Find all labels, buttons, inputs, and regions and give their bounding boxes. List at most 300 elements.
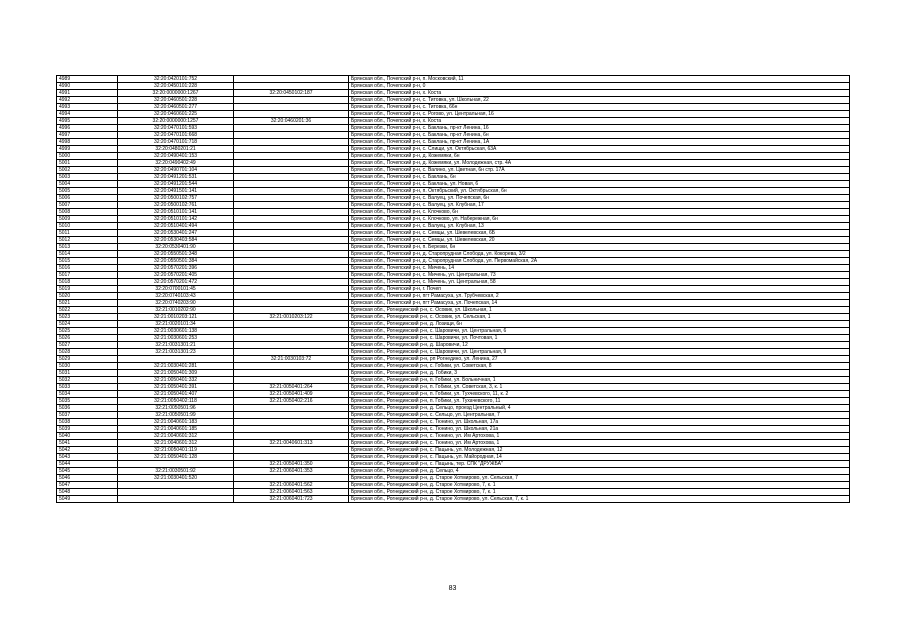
previous-number-cell (234, 223, 349, 230)
previous-number-cell: 32:21:0050401:350 (234, 461, 349, 468)
cadastral-number-cell: 32:21:0040601:183 (118, 419, 234, 426)
previous-number-cell (234, 111, 349, 118)
cadastral-number-cell: 32:20:0460601:225 (118, 111, 234, 118)
previous-number-cell (234, 209, 349, 216)
table-row (57, 398, 850, 405)
table-row (57, 125, 850, 132)
row-number-cell: 5027 (57, 342, 118, 349)
previous-number-cell (234, 454, 349, 461)
previous-number-cell: 32:21:0060401:723 (234, 496, 349, 503)
address-cell: Брянская обл., Рогнединский р-н, с. Осовик, ул. Школьная, 1 (349, 307, 850, 314)
table-row (57, 384, 850, 391)
row-number-cell: 5014 (57, 251, 118, 258)
address-cell: Брянская обл., Почепский р-н, п. Московский, 11 (349, 76, 850, 83)
cadastral-number-cell: 32:20:0450101:228 (118, 83, 234, 90)
address-cell: Брянская обл., Почепский р-н, х. Коста (349, 90, 850, 97)
cadastral-number-cell: 32:20:0510401:494 (118, 223, 234, 230)
address-cell: Брянская обл., Рогнединский р-н, д. Гобики, 3 (349, 370, 850, 377)
cadastral-number-cell: 32:21:0050401:309 (118, 370, 234, 377)
cadastral-number-cell: 32:20:0490401:153 (118, 153, 234, 160)
row-number-cell: 5048 (57, 489, 118, 496)
address-cell: Брянская обл., Почепский р-н, д. Старопрудная Слобода, ул. Кокорева, 3/2 (349, 251, 850, 258)
table-row (57, 300, 850, 307)
cadastral-number-cell: 32:20:0460501:228 (118, 97, 234, 104)
table-row (57, 244, 850, 251)
row-number-cell: 5015 (57, 258, 118, 265)
row-number-cell: 4990 (57, 83, 118, 90)
row-number-cell: 4989 (57, 76, 118, 83)
row-number-cell: 5031 (57, 370, 118, 377)
previous-number-cell: 32:21:0050402:216 (234, 398, 349, 405)
table-row (57, 496, 850, 503)
previous-number-cell (234, 83, 349, 90)
address-cell: Брянская обл., Почепский р-н, с. Клочково, 6н (349, 209, 850, 216)
row-number-cell: 4991 (57, 90, 118, 97)
row-number-cell: 5021 (57, 300, 118, 307)
address-cell: Брянская обл., Рогнединский р-н, с. Тюнино, ул. Школьная, 17а (349, 419, 850, 426)
row-number-cell: 5024 (57, 321, 118, 328)
address-cell: Брянская обл., Рогнединский р-н, п. Гобики, ул. Тухачевского, 11 (349, 398, 850, 405)
cadastral-number-cell: 32:20:0470101:718 (118, 139, 234, 146)
address-cell: Брянская обл., Рогнединский р-н, рп Рогнедино, ул. Ленина, 27 (349, 356, 850, 363)
address-cell: Брянская обл., Почепский р-н, п. Октябрьский, ул. Октябрьская, 6н (349, 188, 850, 195)
previous-number-cell (234, 230, 349, 237)
table-row (57, 405, 850, 412)
previous-number-cell (234, 370, 349, 377)
table-row (57, 293, 850, 300)
row-number-cell: 4995 (57, 118, 118, 125)
previous-number-cell (234, 412, 349, 419)
address-cell: Брянская обл., Почепский р-н, д. Старопрудная Слобода, ул. Первомайская, 2А (349, 258, 850, 265)
row-number-cell: 5045 (57, 468, 118, 475)
row-number-cell: 4998 (57, 139, 118, 146)
cadastral-number-cell: 32:21:0050401:332 (118, 377, 234, 384)
previous-number-cell (234, 132, 349, 139)
previous-number-cell (234, 167, 349, 174)
cadastral-number-cell: 32:20:0470101:593 (118, 125, 234, 132)
cadastral-number-cell: 32:21:0030501:92 (118, 468, 234, 475)
row-number-cell: 5010 (57, 223, 118, 230)
cadastral-number-cell: 32:21:0031301:23 (118, 349, 234, 356)
table-row (57, 181, 850, 188)
address-cell: Брянская обл., Почепский р-н, с. Рогово, ул. Центральная, 16 (349, 111, 850, 118)
cadastral-number-cell: 32:20:0480201:21 (118, 146, 234, 153)
cadastral-number-cell: 32:21:0050501:99 (118, 412, 234, 419)
row-number-cell: 5013 (57, 244, 118, 251)
previous-number-cell: 32:21:0050401:264 (234, 384, 349, 391)
row-number-cell: 5003 (57, 174, 118, 181)
previous-number-cell (234, 104, 349, 111)
address-cell: Брянская обл., Почепский р-н, с. Семцы, ул. Шевелевская, 20 (349, 237, 850, 244)
address-cell: Брянская обл., Рогнединский р-н, д. Старое Хотмирово, ул. Сельская, 7, к. 1 (349, 496, 850, 503)
row-number-cell: 5006 (57, 195, 118, 202)
previous-number-cell (234, 342, 349, 349)
row-number-cell: 4993 (57, 104, 118, 111)
address-cell: Брянская обл., Рогнединский р-н, с. Пацынь, ул. Майородная, 14 (349, 454, 850, 461)
row-number-cell: 5038 (57, 419, 118, 426)
table-row (57, 412, 850, 419)
cadastral-number-cell: 32:21:0030401:281 (118, 363, 234, 370)
previous-number-cell (234, 475, 349, 482)
cadastral-number-cell: 32:20:0500102:761 (118, 202, 234, 209)
table-row (57, 279, 850, 286)
table-row (57, 251, 850, 258)
table-row (57, 237, 850, 244)
row-number-cell: 5009 (57, 216, 118, 223)
table-row (57, 258, 850, 265)
address-cell: Брянская обл., Почепский р-н, с. Титовка, ул. Школьная, 22 (349, 97, 850, 104)
address-cell: Брянская обл., Рогнединский р-н, д. Сельцо, 4 (349, 468, 850, 475)
cadastral-number-cell: 32:20:0470101:668 (118, 132, 234, 139)
row-number-cell: 5026 (57, 335, 118, 342)
table-row (57, 447, 850, 454)
table-row (57, 377, 850, 384)
address-cell: Брянская обл., Почепский р-н, с. Валуец, ул. Почепская, 6н (349, 195, 850, 202)
previous-number-cell (234, 97, 349, 104)
page-number: 83 (448, 585, 457, 592)
row-number-cell: 5022 (57, 307, 118, 314)
table-row (57, 209, 850, 216)
address-cell: Брянская обл., Почепский р-н, г. Почеп (349, 286, 850, 293)
address-cell: Брянская обл., Почепский р-н, с. Мичень, 14 (349, 265, 850, 272)
address-cell: Брянская обл., Почепский р-н, с. Слищи, ул. Октябрьская, 63А (349, 146, 850, 153)
previous-number-cell: 32:21:0060401:562 (234, 482, 349, 489)
previous-number-cell (234, 146, 349, 153)
table-row (57, 328, 850, 335)
address-cell: Брянская обл., Рогнединский р-н, п. Гобики, ул. Тухчевского, 11, к. 2 (349, 391, 850, 398)
table-row (57, 90, 850, 97)
table-row (57, 132, 850, 139)
cadastral-number-cell: 32:21:0050402:118 (118, 398, 234, 405)
row-number-cell: 5025 (57, 328, 118, 335)
address-cell: Брянская обл., Рогнединский р-н, д. Лозищи, 6н (349, 321, 850, 328)
table-row (57, 139, 850, 146)
previous-number-cell (234, 265, 349, 272)
address-cell: Брянская обл., Почепский р-н, с. Баклань, пр-кт Ленина, 6н (349, 132, 850, 139)
row-number-cell: 5040 (57, 433, 118, 440)
address-cell: Брянская обл., Почепский р-н, с. Валуец, ул. Клубная, 17 (349, 202, 850, 209)
previous-number-cell: 32:21:0060401:353 (234, 468, 349, 475)
previous-number-cell (234, 328, 349, 335)
address-cell: Брянская обл., Почепский р-н, д. Кожемяки, ул. Молодежная, стр. 4А (349, 160, 850, 167)
cadastral-number-cell: 32:20:0490402:49 (118, 160, 234, 167)
row-number-cell: 5033 (57, 384, 118, 391)
table-row (57, 356, 850, 363)
row-number-cell: 5000 (57, 153, 118, 160)
row-number-cell: 5049 (57, 496, 118, 503)
row-number-cell: 5034 (57, 391, 118, 398)
table-row (57, 433, 850, 440)
cadastral-number-cell: 32:21:0040601:185 (118, 426, 234, 433)
address-cell: Брянская обл., Рогнединский р-н, с. Шаровичи, ул. Центральная, 9 (349, 349, 850, 356)
previous-number-cell (234, 272, 349, 279)
table-row (57, 342, 850, 349)
row-number-cell: 5029 (57, 356, 118, 363)
cadastral-number-cell: 32:21:0010203:121 (118, 314, 234, 321)
previous-number-cell (234, 181, 349, 188)
table-row (57, 468, 850, 475)
cadastral-number-cell: 32:20:0530401:247 (118, 230, 234, 237)
cadastral-number-cell: 32:20:0740203:90 (118, 300, 234, 307)
address-cell: Брянская обл., Рогнединский р-н, п. Гобики, ул. Советская, 3, к. 1 (349, 384, 850, 391)
table-row (57, 426, 850, 433)
previous-number-cell (234, 174, 349, 181)
table-row (57, 454, 850, 461)
cadastral-number-cell: 32:20:0500102:757 (118, 195, 234, 202)
row-number-cell: 5032 (57, 377, 118, 384)
table-row (57, 118, 850, 125)
address-cell: Брянская обл., Почепский р-н, с. Баклань, 6н (349, 174, 850, 181)
table-row (57, 195, 850, 202)
row-number-cell: 5023 (57, 314, 118, 321)
previous-number-cell (234, 447, 349, 454)
table-row (57, 314, 850, 321)
cadastral-number-cell: 32:20:0491201:531 (118, 174, 234, 181)
cadastral-number-cell: 32:20:0740103:43 (118, 293, 234, 300)
table-row (57, 370, 850, 377)
row-number-cell: 4996 (57, 125, 118, 132)
previous-number-cell: 32:21:0060401:563 (234, 489, 349, 496)
address-cell: Брянская обл., Почепский р-н, х. Коста (349, 118, 850, 125)
cadastral-number-cell: 32:20:0530403:584 (118, 237, 234, 244)
previous-number-cell: 32:20:0450102:187 (234, 90, 349, 97)
previous-number-cell (234, 160, 349, 167)
cadastral-number-cell: 32:21:0050401:391 (118, 384, 234, 391)
row-number-cell: 5035 (57, 398, 118, 405)
previous-number-cell (234, 377, 349, 384)
row-number-cell: 5020 (57, 293, 118, 300)
table-row (57, 363, 850, 370)
table-row (57, 202, 850, 209)
table-row (57, 167, 850, 174)
row-number-cell: 5036 (57, 405, 118, 412)
table-row (57, 174, 850, 181)
address-cell: Брянская обл., Рогнединский р-н, д. Старое Хотмирово, ул. Сельская, 7 (349, 475, 850, 482)
address-cell: Брянская обл., Почепский р-н, с. Клочково, ул. Набережная, 6н (349, 216, 850, 223)
cadastral-number-cell: 32:21:0040601:312 (118, 440, 234, 447)
table-row (57, 391, 850, 398)
previous-number-cell (234, 426, 349, 433)
table-row (57, 349, 850, 356)
address-cell: Брянская обл., Рогнединский р-н, д. Шаровичи, 12 (349, 342, 850, 349)
address-cell: Брянская обл., Почепский р-н, с. Валино, ул. Цветная, 6н стр. 17А (349, 167, 850, 174)
row-number-cell: 5043 (57, 454, 118, 461)
cadastral-number-cell (118, 356, 234, 363)
address-cell: Брянская обл., Рогнединский р-н, с. Тюнино, ул. Им Артохова, 1 (349, 433, 850, 440)
table-row (57, 482, 850, 489)
row-number-cell: 5012 (57, 237, 118, 244)
previous-number-cell (234, 419, 349, 426)
cadastral-number-cell: 32:20:0550501:384 (118, 258, 234, 265)
cadastral-number-cell: 32:21:0050401:128 (118, 454, 234, 461)
address-cell: Брянская обл., Почепский р-н, пгт Рамасуха, ул. Трубчевская, 2 (349, 293, 850, 300)
address-cell: Брянская обл., Почепский р-н, п. Березки, 6н (349, 244, 850, 251)
table-row (57, 83, 850, 90)
previous-number-cell: 32:21:0040601:313 (234, 440, 349, 447)
row-number-cell: 4994 (57, 111, 118, 118)
previous-number-cell (234, 335, 349, 342)
table-row (57, 188, 850, 195)
table-row (57, 153, 850, 160)
row-number-cell: 5019 (57, 286, 118, 293)
address-cell: Брянская обл., Почепский р-н, с. Титовка, 66н (349, 104, 850, 111)
previous-number-cell: 32:21:0030103:72 (234, 356, 349, 363)
address-cell: Брянская обл., Почепский р-н, с. Баклань, ул. Новая, 6 (349, 181, 850, 188)
address-cell: Брянская обл., Рогнединский р-н, д. Старое Хотмирово, 7, к. 1 (349, 489, 850, 496)
row-number-cell: 5030 (57, 363, 118, 370)
registry-table (56, 75, 850, 503)
previous-number-cell (234, 321, 349, 328)
previous-number-cell: 32:21:0050401:409 (234, 391, 349, 398)
cadastral-number-cell: 32:20:0491201:544 (118, 181, 234, 188)
row-number-cell: 5044 (57, 461, 118, 468)
address-cell: Брянская обл., Рогнединский р-н, с. Гобики, ул. Советская, 8 (349, 363, 850, 370)
address-cell: Брянская обл., Рогнединский р-н, с. Пацынь, тер. СПК "ДРУЖБА" (349, 461, 850, 468)
address-cell: Брянская обл., Рогнединский р-н, с. Шаровичи, ул. Центральная, 6 (349, 328, 850, 335)
cadastral-number-cell: 32:21:0031301:21 (118, 342, 234, 349)
previous-number-cell (234, 258, 349, 265)
table-row (57, 230, 850, 237)
address-cell: Брянская обл., Рогнединский р-н, с. Тюнино, ул. Им Артохова, 1 (349, 440, 850, 447)
table-row (57, 307, 850, 314)
cadastral-number-cell: 32:20:0460501:277 (118, 104, 234, 111)
previous-number-cell (234, 188, 349, 195)
row-number-cell: 5047 (57, 482, 118, 489)
cadastral-number-cell (118, 496, 234, 503)
address-cell: Брянская обл., Почепский р-н, с. Мичень, ул. Центральная, 73 (349, 272, 850, 279)
table-row (57, 111, 850, 118)
cadastral-number-cell: 32:20:0570201:472 (118, 279, 234, 286)
address-cell: Брянская обл., Почепский р-н, пгт Рамасуха, ул. Почепская, 14 (349, 300, 850, 307)
table-row (57, 216, 850, 223)
table-row (57, 461, 850, 468)
previous-number-cell (234, 153, 349, 160)
row-number-cell: 4999 (57, 146, 118, 153)
cadastral-number-cell: 32:20:0510101:142 (118, 216, 234, 223)
table-row (57, 440, 850, 447)
previous-number-cell: 32:21:0010203:122 (234, 314, 349, 321)
address-cell: Брянская обл., Рогнединский р-н, д. Старое Хотмирово, 7, к. 1 (349, 482, 850, 489)
cadastral-number-cell: 32:21:0050401:119 (118, 447, 234, 454)
previous-number-cell (234, 293, 349, 300)
address-cell: Брянская обл., Почепский р-н, д. Кожемяки, 6н (349, 153, 850, 160)
address-cell: Брянская обл., Рогнединский р-н, с. Пацынь, ул. Молодежная, 12 (349, 447, 850, 454)
table-row (57, 335, 850, 342)
previous-number-cell (234, 405, 349, 412)
table-row (57, 146, 850, 153)
cadastral-number-cell: 32:21:0030401:520 (118, 475, 234, 482)
previous-number-cell (234, 307, 349, 314)
row-number-cell: 5011 (57, 230, 118, 237)
row-number-cell: 5017 (57, 272, 118, 279)
table-row (57, 104, 850, 111)
table-row (57, 489, 850, 496)
row-number-cell: 5004 (57, 181, 118, 188)
address-cell: Брянская обл., Почепский р-н, с. Мичень, ул. Центральная, 58 (349, 279, 850, 286)
cadastral-number-cell: 32:20:0490701:104 (118, 167, 234, 174)
table-row (57, 475, 850, 482)
cadastral-number-cell: 32:21:0030601:253 (118, 335, 234, 342)
table-row (57, 321, 850, 328)
row-number-cell: 5007 (57, 202, 118, 209)
cadastral-number-cell: 32:20:0550501:348 (118, 251, 234, 258)
row-number-cell: 5005 (57, 188, 118, 195)
table-row (57, 223, 850, 230)
cadastral-number-cell: 32:20:0510101:141 (118, 209, 234, 216)
previous-number-cell (234, 195, 349, 202)
cadastral-number-cell: 32:20:0570201:405 (118, 272, 234, 279)
previous-number-cell (234, 202, 349, 209)
table-row (57, 286, 850, 293)
cadastral-number-cell (118, 489, 234, 496)
table-row (57, 272, 850, 279)
cadastral-number-cell: 32:20:0530401:90 (118, 244, 234, 251)
previous-number-cell (234, 286, 349, 293)
cadastral-number-cell (118, 461, 234, 468)
row-number-cell: 5008 (57, 209, 118, 216)
cadastral-number-cell: 32:21:0020101:34 (118, 321, 234, 328)
cadastral-number-cell: 32:20:0000000:1257 (118, 118, 234, 125)
previous-number-cell (234, 216, 349, 223)
address-cell: Брянская обл., Рогнединский р-н, с. Осовик, ул. Сельская, 1 (349, 314, 850, 321)
cadastral-number-cell: 32:20:0420101:752 (118, 76, 234, 83)
address-cell: Брянская обл., Почепский р-н, с. Валуец, ул. Клубная, 13 (349, 223, 850, 230)
row-number-cell: 5041 (57, 440, 118, 447)
cadastral-number-cell: 32:20:0700101:45 (118, 286, 234, 293)
previous-number-cell (234, 237, 349, 244)
address-cell: Брянская обл., Почепский р-н, 0 (349, 83, 850, 90)
address-cell: Брянская обл., Рогнединский р-н, с. Шаровичи, ул. Почтовая, 1 (349, 335, 850, 342)
row-number-cell: 5002 (57, 167, 118, 174)
row-number-cell: 5018 (57, 279, 118, 286)
row-number-cell: 5028 (57, 349, 118, 356)
row-number-cell: 5042 (57, 447, 118, 454)
address-cell: Брянская обл., Почепский р-н, с. Баклань, пр-кт Ленина, 16 (349, 125, 850, 132)
address-cell: Брянская обл., Рогнединский р-н, д. Сельцо, проезд Центральный, 4 (349, 405, 850, 412)
previous-number-cell (234, 349, 349, 356)
row-number-cell: 4997 (57, 132, 118, 139)
table-row (57, 265, 850, 272)
row-number-cell: 5046 (57, 475, 118, 482)
row-number-cell: 4992 (57, 97, 118, 104)
table-row (57, 97, 850, 104)
cadastral-number-cell: 32:20:0000000:1267 (118, 90, 234, 97)
previous-number-cell (234, 125, 349, 132)
row-number-cell: 5037 (57, 412, 118, 419)
row-number-cell: 5001 (57, 160, 118, 167)
previous-number-cell (234, 139, 349, 146)
address-cell: Брянская обл., Рогнединский р-н, п. Гобики, ул. Больничная, 1 (349, 377, 850, 384)
cadastral-number-cell: 32:21:0050501:96 (118, 405, 234, 412)
previous-number-cell: 32:20:0460201:36 (234, 118, 349, 125)
row-number-cell: 5039 (57, 426, 118, 433)
address-cell: Брянская обл., Почепский р-н, с. Семцы, ул. Шевелевская, 6Б (349, 230, 850, 237)
previous-number-cell (234, 300, 349, 307)
cadastral-number-cell: 32:21:0040601:312 (118, 433, 234, 440)
previous-number-cell (234, 279, 349, 286)
registry-table-body (57, 76, 850, 503)
previous-number-cell (234, 76, 349, 83)
previous-number-cell (234, 433, 349, 440)
cadastral-number-cell: 32:20:0570201:396 (118, 265, 234, 272)
address-cell: Брянская обл., Рогнединский р-н, с. Тюнино, ул. Школьная, 21а (349, 426, 850, 433)
row-number-cell: 5016 (57, 265, 118, 272)
cadastral-number-cell: 32:21:0050401:407 (118, 391, 234, 398)
address-cell: Брянская обл., Рогнединский р-н, с. Сельцо, ул. Центральная, 7 (349, 412, 850, 419)
address-cell: Брянская обл., Почепский р-н, с. Баклань, пр-кт Ленина, 1А (349, 139, 850, 146)
table-row (57, 419, 850, 426)
previous-number-cell (234, 363, 349, 370)
